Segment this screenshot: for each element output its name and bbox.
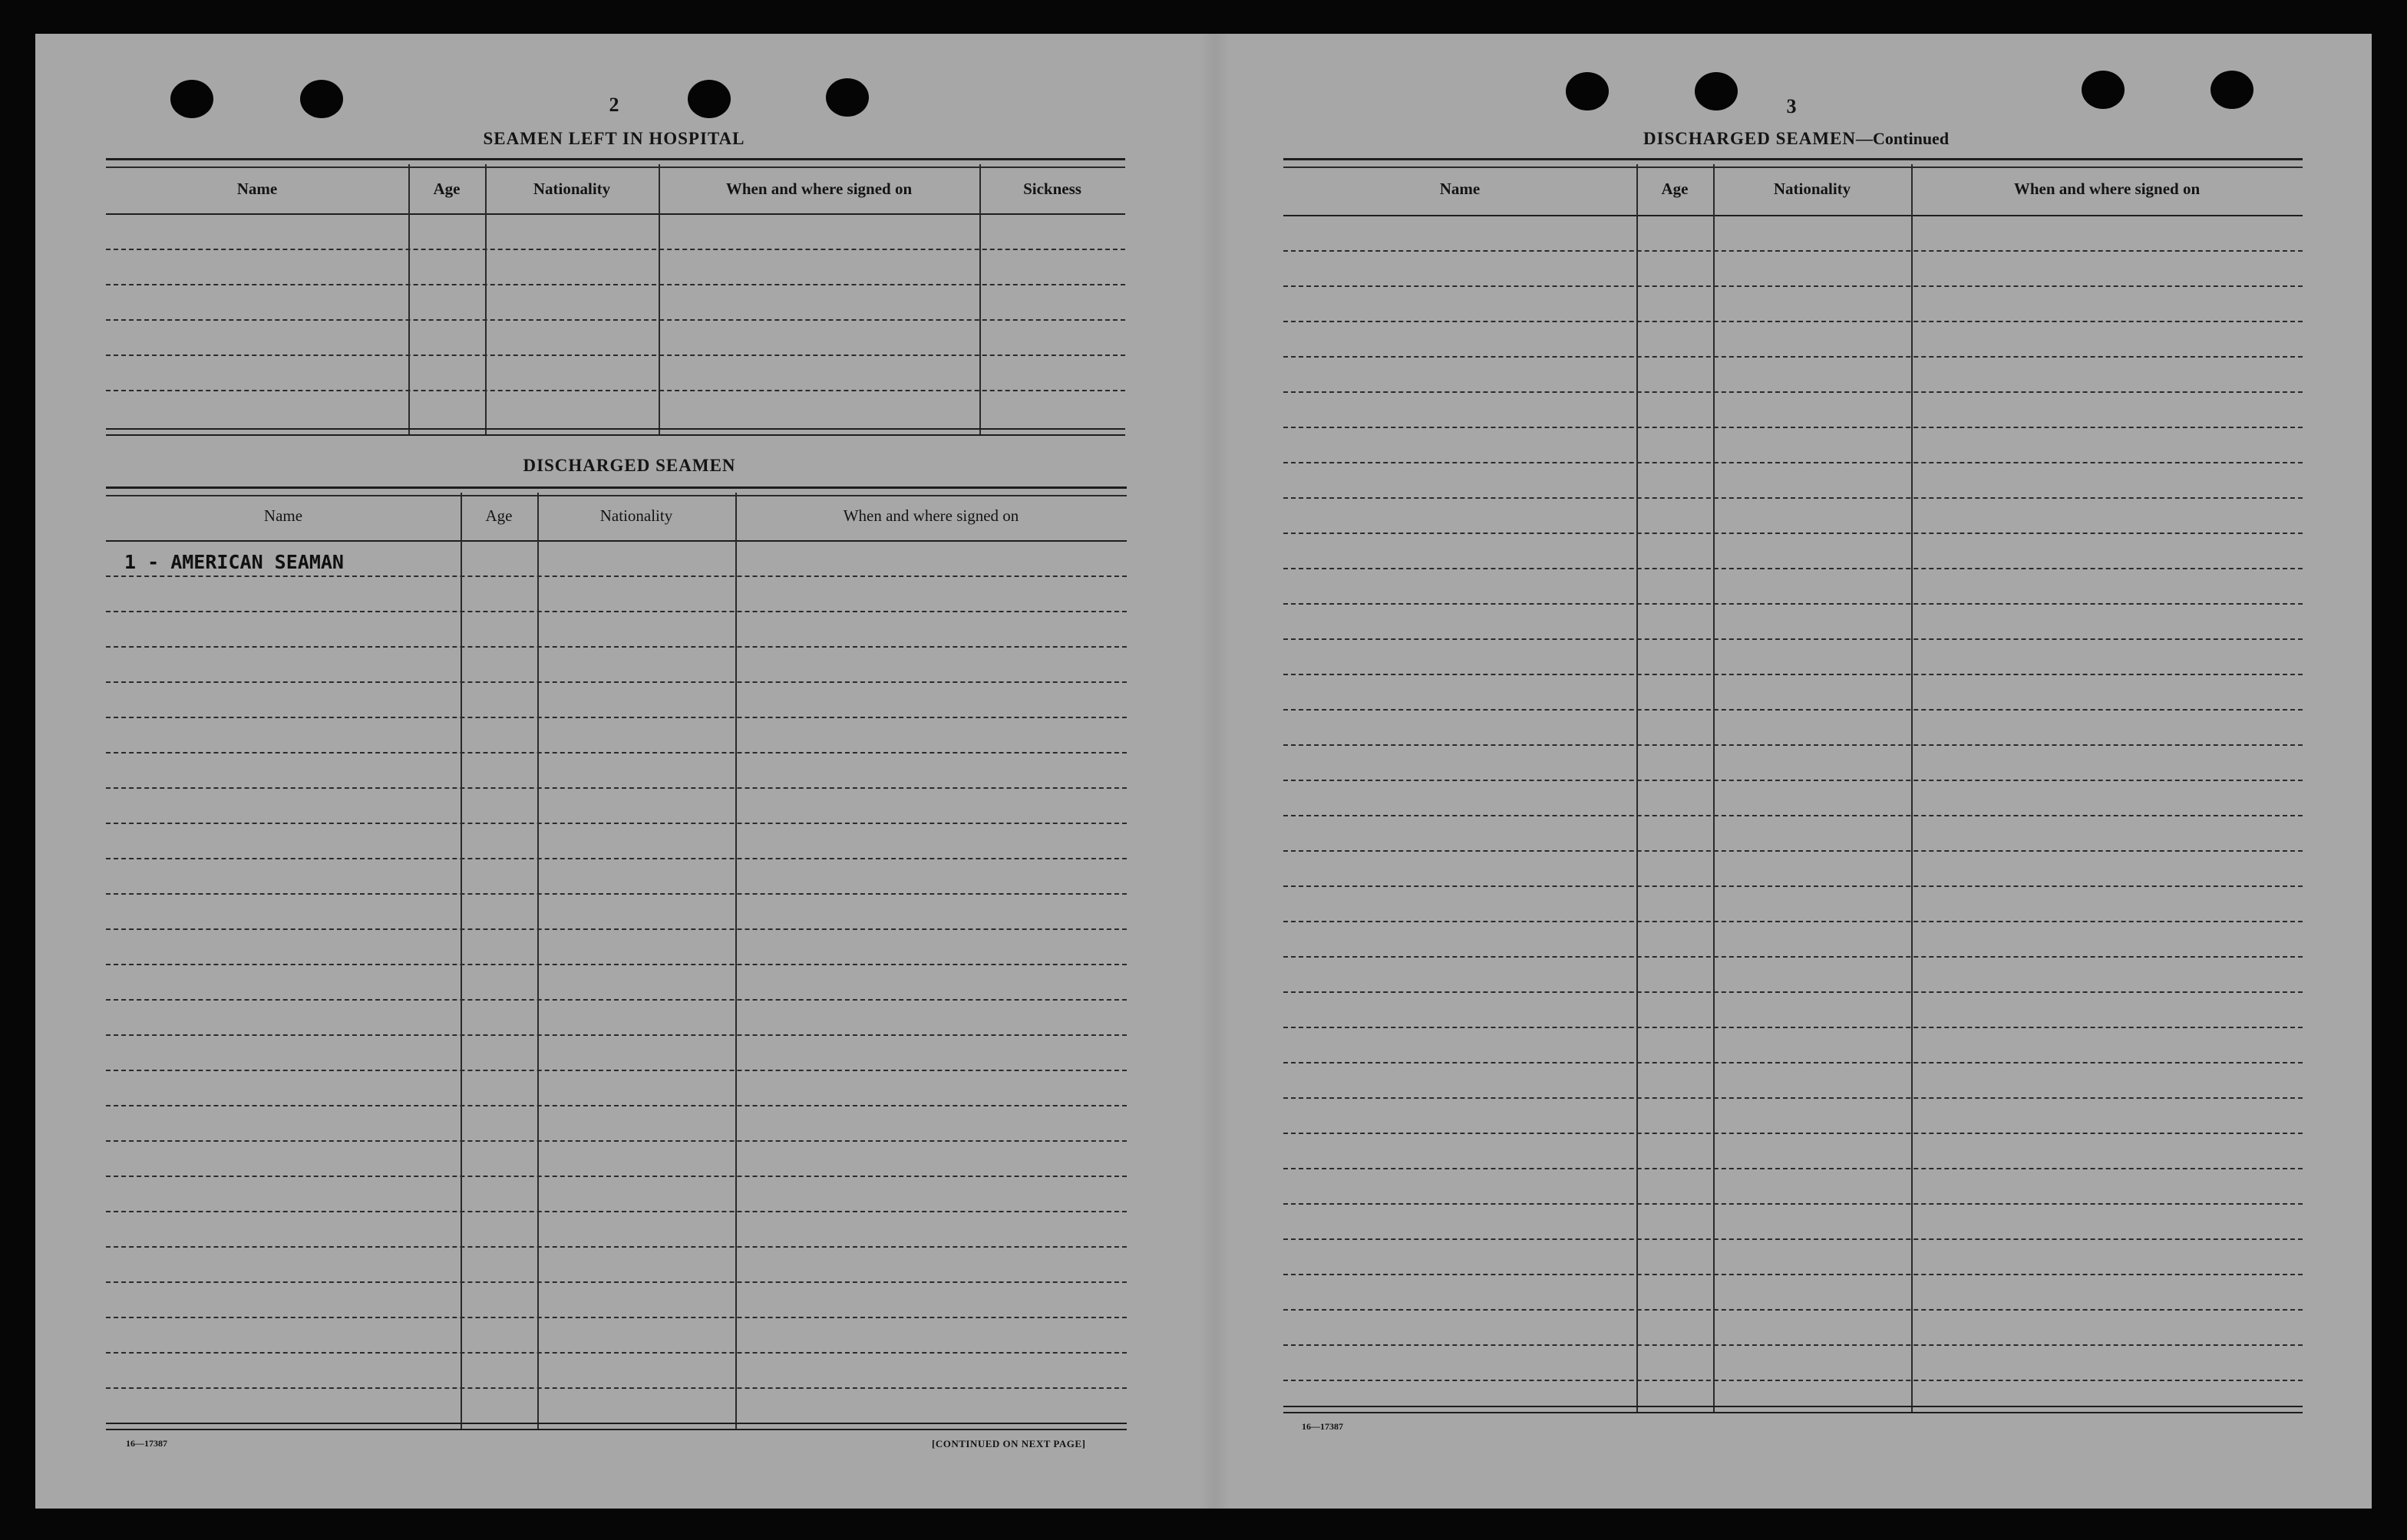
hospital-table <box>106 158 1125 436</box>
discharged-continued-table <box>1283 158 2303 1413</box>
table-row <box>1283 674 2303 675</box>
table-row <box>106 354 1125 356</box>
table-row <box>106 249 1125 250</box>
table-top-rule <box>1283 158 2303 168</box>
table-row <box>106 284 1125 285</box>
form-number-left: 16—17387 <box>126 1438 167 1449</box>
table-row <box>1283 991 2303 993</box>
table-row <box>1283 356 2303 358</box>
table-row <box>1283 568 2303 569</box>
punch-hole <box>688 80 731 118</box>
table-row <box>106 1034 1127 1036</box>
header-rule <box>106 213 1125 215</box>
column-divider <box>659 164 660 436</box>
col-nationality-header: Nationality <box>1773 180 1851 198</box>
form-number-right: 16—17387 <box>1302 1421 1343 1432</box>
column-divider <box>979 164 981 436</box>
table-row <box>106 319 1125 321</box>
table-row <box>1283 1027 2303 1028</box>
table-top-rule <box>106 158 1125 168</box>
table-row <box>106 575 1127 577</box>
table-row <box>1283 1062 2303 1063</box>
table-row <box>106 1317 1127 1318</box>
table-bottom-rule <box>1283 1406 2303 1413</box>
col-signed-on-header: When and where signed on <box>843 506 1019 525</box>
table-row <box>1283 815 2303 816</box>
table-row <box>1283 956 2303 958</box>
table-row <box>1283 638 2303 640</box>
col-signed-on-header: When and where signed on <box>725 180 913 198</box>
table-row <box>1283 1168 2303 1169</box>
header-rule <box>1283 215 2303 216</box>
table-row <box>106 1246 1127 1248</box>
table-row <box>106 752 1127 754</box>
table-bottom-rule <box>106 428 1125 436</box>
table-row <box>106 893 1127 895</box>
table-row <box>1283 603 2303 605</box>
punch-hole <box>826 78 869 117</box>
table-row <box>1283 1344 2303 1346</box>
table-row <box>1283 321 2303 322</box>
table-row <box>106 646 1127 648</box>
table-row <box>1283 497 2303 499</box>
table-row <box>106 681 1127 683</box>
page-fold <box>1199 34 1230 1509</box>
column-divider <box>1911 164 1913 1413</box>
table-row <box>1283 285 2303 287</box>
table-row <box>1283 250 2303 252</box>
table-row <box>1283 1097 2303 1099</box>
col-name-header: Name <box>263 506 303 525</box>
table-row <box>1283 921 2303 922</box>
table-row <box>1283 1203 2303 1205</box>
punch-hole <box>300 80 343 118</box>
col-nationality-header: Nationality <box>599 506 673 525</box>
column-divider <box>408 164 410 436</box>
table-row <box>1283 885 2303 887</box>
col-signed-on-header: When and where signed on <box>2013 180 2201 198</box>
table-row <box>1283 1274 2303 1275</box>
right-section-title-suffix: —Continued <box>1856 129 1950 148</box>
page-number-left: 2 <box>609 94 619 116</box>
table-row <box>106 1211 1127 1212</box>
table-row <box>1283 850 2303 852</box>
table-row <box>106 717 1127 718</box>
table-row <box>106 999 1127 1001</box>
col-nationality-header: Nationality <box>533 180 611 198</box>
seaman-entry: 1 - AMERICAN SEAMAN <box>124 551 344 573</box>
table-row <box>106 1387 1127 1389</box>
header-rule <box>106 540 1127 542</box>
punch-hole <box>1695 72 1738 110</box>
table-row <box>106 1281 1127 1283</box>
column-divider <box>735 493 737 1430</box>
table-row <box>1283 462 2303 463</box>
table-row <box>1283 744 2303 746</box>
table-row <box>106 1176 1127 1177</box>
table-row <box>1283 1238 2303 1240</box>
table-row <box>106 390 1125 391</box>
table-row <box>106 823 1127 824</box>
discharged-section-title: DISCHARGED SEAMEN <box>523 456 736 475</box>
punch-hole <box>2211 71 2253 109</box>
table-row <box>1283 533 2303 534</box>
table-top-rule <box>106 486 1127 496</box>
col-age-header: Age <box>485 506 513 525</box>
table-row <box>1283 1133 2303 1134</box>
page-number-right: 3 <box>1786 95 1797 117</box>
table-row <box>106 1105 1127 1106</box>
punch-hole <box>2082 71 2125 109</box>
col-name-header: Name <box>1439 180 1481 198</box>
col-sickness-header: Sickness <box>1023 180 1081 198</box>
col-age-header: Age <box>433 180 461 198</box>
table-row <box>106 1140 1127 1142</box>
discharged-table <box>106 486 1127 1430</box>
table-row <box>106 858 1127 859</box>
table-bottom-rule <box>106 1423 1127 1430</box>
column-divider <box>485 164 487 436</box>
punch-hole <box>170 80 213 118</box>
col-name-header: Name <box>236 180 278 198</box>
right-section-title-text: DISCHARGED SEAMEN <box>1643 129 1857 148</box>
table-row <box>1283 780 2303 781</box>
table-row <box>1283 709 2303 711</box>
col-age-header: Age <box>1661 180 1689 198</box>
table-row <box>106 1070 1127 1071</box>
table-row <box>106 1352 1127 1354</box>
table-row <box>1283 1380 2303 1381</box>
table-row <box>106 787 1127 789</box>
table-row <box>1283 1309 2303 1311</box>
hospital-section-title: SEAMEN LEFT IN HOSPITAL <box>483 129 745 148</box>
column-divider <box>1713 164 1715 1413</box>
column-divider <box>461 493 462 1430</box>
right-section-title <box>1566 129 2026 149</box>
table-row <box>106 928 1127 930</box>
table-row <box>1283 391 2303 393</box>
punch-hole <box>1566 72 1609 110</box>
continued-note: [CONTINUED ON NEXT PAGE] <box>932 1438 1086 1449</box>
table-row <box>106 964 1127 965</box>
column-divider <box>537 493 539 1430</box>
column-divider <box>1636 164 1638 1413</box>
table-row <box>106 611 1127 612</box>
table-row <box>1283 427 2303 428</box>
